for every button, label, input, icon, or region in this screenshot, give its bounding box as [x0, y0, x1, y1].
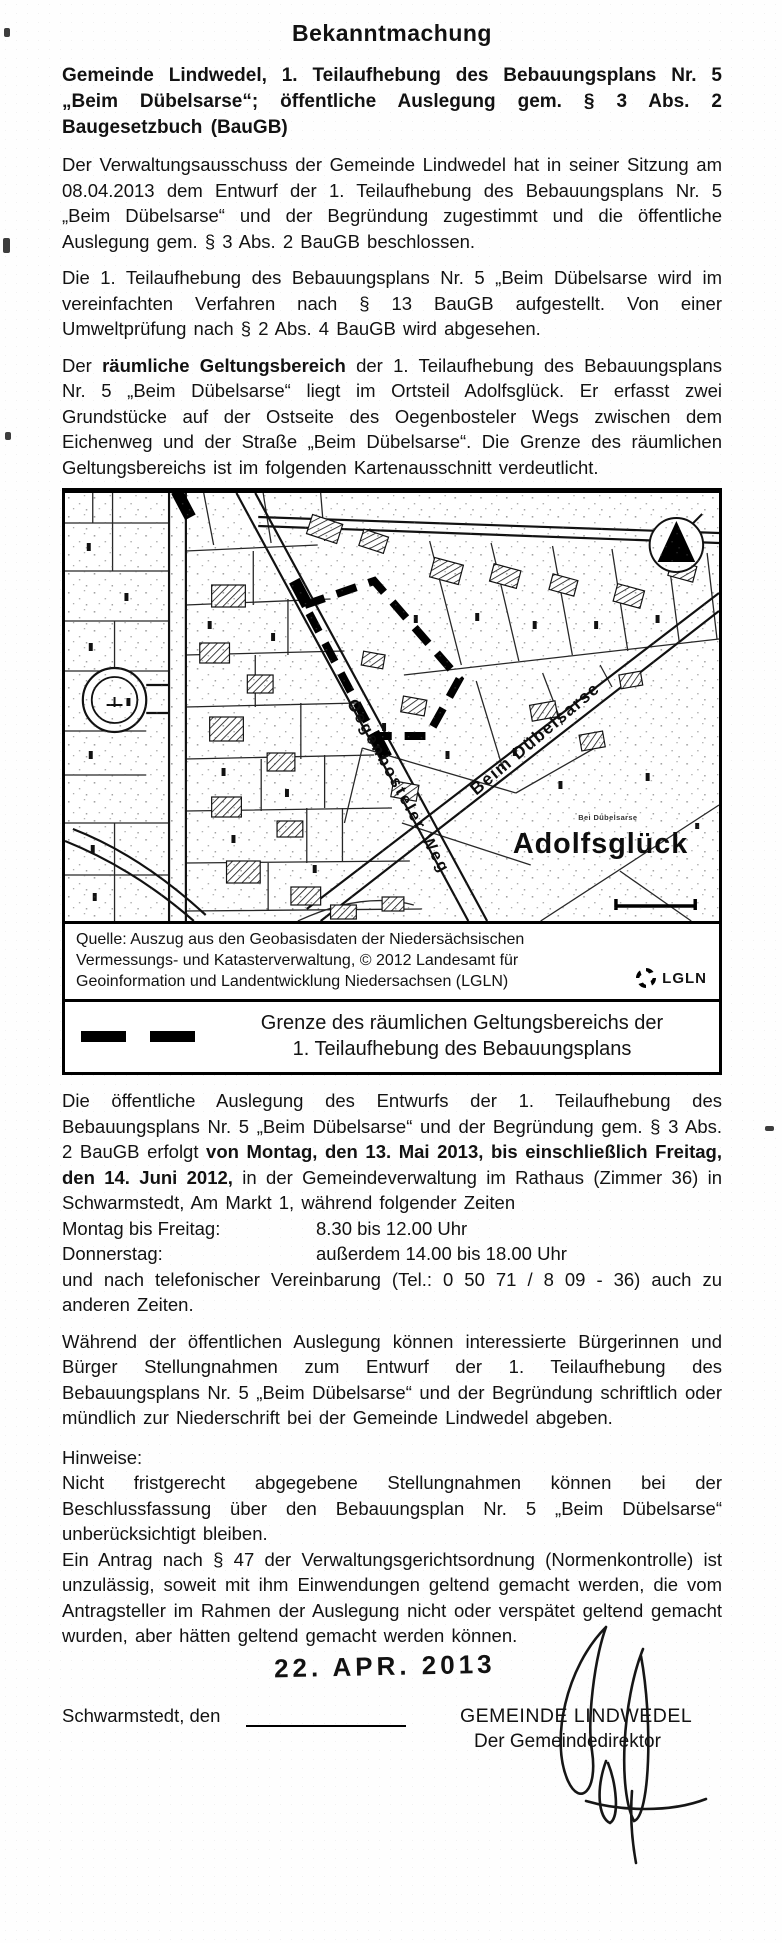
page-title: Bekanntmachung	[292, 20, 492, 46]
opening-hours-time: 8.30 bis 12.00 Uhr	[316, 1217, 468, 1239]
opening-hours-day: Donnerstag:	[62, 1243, 163, 1264]
lgln-logo-icon	[634, 966, 658, 990]
opening-hours-row	[62, 1241, 722, 1267]
scan-artifact	[3, 238, 10, 253]
signature-scribble	[508, 1619, 738, 1869]
scan-noise-overlay	[65, 493, 719, 921]
map-source-text: Quelle: Auszug aus den Geobasisdaten der Niedersächsischen Vermessungs- und Katasterverwaltung, © 2012 Landesamt für Geoinformation und Landentwicklung Niedersachsen (LGLN)	[76, 931, 525, 990]
legend-text	[215, 1010, 709, 1062]
auslegung-text-pre: Die öffentliche Auslegung des Entwurfs der 1. Teilaufhebung des Bebauungsplans Nr. 5 „Beim Dübelsarse“ und der Begründung gem. § 3 Abs. 2 BauGB erfolgt	[62, 1090, 722, 1162]
director-title: Der Gemeindedirektor	[474, 1730, 661, 1752]
map-figure	[62, 488, 722, 1075]
opening-hours-day: Montag bis Freitag:	[62, 1217, 221, 1239]
lgln-logo-block	[626, 966, 709, 992]
place-and-date-label: Schwarmstedt, den	[62, 1704, 221, 1726]
hinweis-1: Nicht fristgerecht abgegebene Stellungnahmen können bei der Beschlussfassung über den Bebauungsplan Nr. 5 „Beim Dübelsarse“ unberücksichtigt bleiben.	[62, 1472, 722, 1544]
auslegung-dates-bold: von Montag, den 13. Mai 2013, bis einschließlich Freitag, den 14. Juni 2012,	[62, 1141, 722, 1188]
notice-heading: Gemeinde Lindwedel, 1. Teilaufhebung des Bebauungsplans Nr. 5 „Beim Dübelsarse“; öffentliche Auslegung gem. § 3 Abs. 2 Baugesetzbuch (BauGB)	[62, 65, 722, 138]
legend-text-line2: 1. Teilaufhebung des Bebauungsplans	[292, 1038, 632, 1060]
date-stamp: 22. APR. 2013	[273, 1648, 496, 1683]
lgln-logo-label: LGLN	[662, 969, 707, 987]
opening-hours-time: außerdem 14.00 bis 18.00 Uhr	[316, 1243, 567, 1264]
date-underline	[246, 1725, 406, 1727]
hinweise-label: Hinweise:	[62, 1446, 143, 1468]
legend-text-line1: Grenze des räumlichen Geltungsbereichs der	[260, 1012, 664, 1034]
paragraph-procedure: Die 1. Teilaufhebung des Bebauungsplans Nr. 5 „Beim Dübelsarse wird im vereinfachten Verfahren nach § 13 BauGB aufgestellt. Von einer Umweltprüfung nach § 2 Abs. 4 BauGB wird abgesehen.	[62, 267, 722, 339]
paragraph-decision: Der Verwaltungsausschuss der Gemeinde Lindwedel hat in seiner Sitzung am 08.04.2013 dem Entwurf der 1. Teilaufhebung des Bebauungsplans Nr. 5 „Beim Dübelsarse“ und der Begründung zugestimmt und die öffentliche Auslegung gem. § 3 Abs. 2 BauGB beschlossen.	[62, 154, 722, 252]
signature-block	[62, 1648, 722, 1875]
scan-artifact	[765, 1126, 774, 1131]
opening-hours	[62, 1216, 722, 1267]
map-legend	[65, 999, 719, 1072]
phone-note: und nach telefonischer Vereinbarung (Tel.: 0 50 71 / 8 09 - 36) auch zu anderen Zeiten.	[62, 1268, 722, 1315]
scan-artifact	[4, 28, 10, 37]
paragraph-scope	[62, 353, 722, 481]
scan-artifact	[5, 432, 11, 440]
legend-dashed-line-symbol	[81, 1031, 195, 1042]
opening-hours-row	[62, 1216, 722, 1242]
auslegung-text-post: in der Gemeindeverwaltung im Rathaus (Zimmer 36) in Schwarmstedt, Am Markt 1, während folgender Zeiten	[62, 1166, 723, 1213]
cadastral-map	[65, 493, 719, 921]
scope-text-pre: Der	[62, 354, 103, 376]
paragraph-auslegung	[62, 1088, 722, 1216]
paragraph-stellungnahmen: Während der öffentlichen Auslegung können interessierte Bürgerinnen und Bürger Stellungnahmen zum Entwurf der 1. Teilaufhebung des Bebauungsplans Nr. 5 „Beim Dübelsarse“ und der Begründung schriftlich oder mündlich zur Niederschrift bei der Gemeinde Lindwedel abgeben.	[62, 1330, 722, 1428]
map-source-box	[65, 921, 719, 999]
scope-text-post: der 1. Teilaufhebung des Bebauungsplans Nr. 5 „Beim Dübelsarse“ liegt im Ortsteil Adolfsglück. Er erfasst zwei Grundstücke auf der Ostseite des Oegenbosteler Wegs zwischen dem Eichenweg und der Straße „Beim Dübelsarse“. Die Grenze des räumlichen Geltungsbereichs ist im folgenden Kartenausschnitt verdeutlicht.	[62, 354, 722, 478]
municipality-name: GEMEINDE LINDWEDEL	[460, 1704, 693, 1727]
hinweis-2: Ein Antrag nach § 47 der Verwaltungsgerichtsordnung (Normenkontrolle) ist unzulässig, soweit mit ihm Einwendungen geltend gemacht werden, die vom Antragsteller im Rahmen der Auslegung nicht oder verspätet geltend gemacht wurden, aber hätten geltend gemacht werden können.	[62, 1548, 722, 1646]
scope-text-bold: räumliche Geltungsbereich	[102, 354, 346, 376]
